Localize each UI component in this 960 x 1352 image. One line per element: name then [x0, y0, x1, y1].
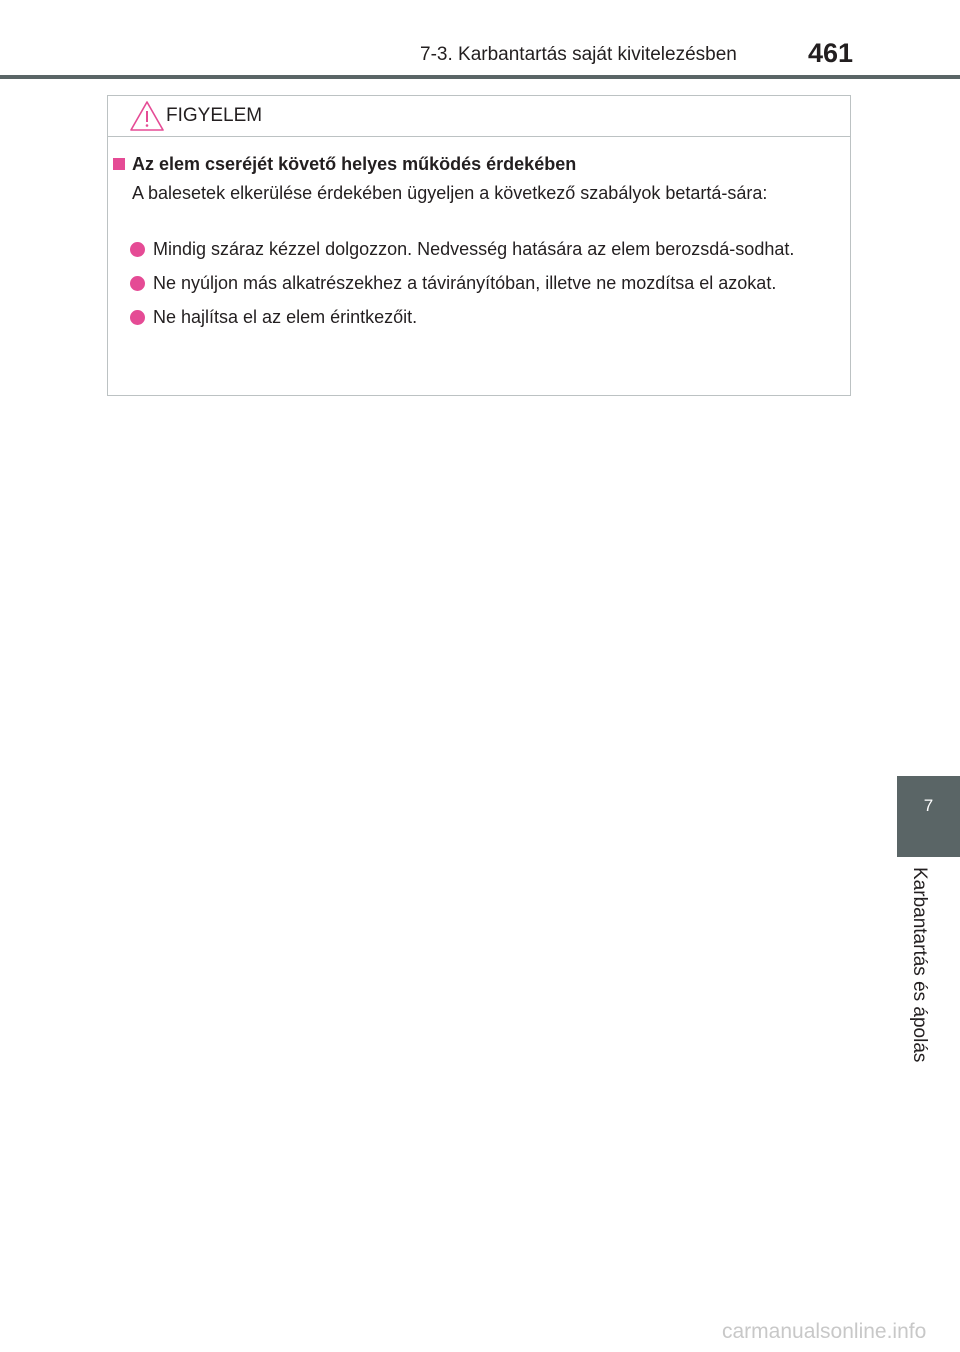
header-divider [0, 75, 960, 79]
chapter-title: Karbantartás és ápolás [909, 867, 930, 1063]
square-bullet-icon [113, 158, 125, 170]
rule-list [128, 237, 843, 339]
list-item-text: Ne nyúljon más alkatrészekhez a távirányítóban, illetve ne mozdítsa el azokat. [153, 273, 777, 293]
section-title: 7-3. Karbantartás saját kivitelezésben [420, 44, 737, 65]
warning-label: FIGYELEM [166, 105, 263, 126]
page-number: 461 [808, 38, 854, 68]
circle-bullet-icon [130, 276, 145, 291]
chapter-number: 7 [923, 796, 934, 815]
section-heading [113, 154, 576, 175]
list-item-text: Mindig száraz kézzel dolgozzon. Nedvesség hatására az elem berozsdá-sodhat. [153, 239, 795, 259]
circle-bullet-icon [130, 310, 145, 325]
section-heading-text: Az elem cseréjét követő helyes működés érdekében [132, 154, 577, 174]
chapter-tab [897, 776, 960, 857]
watermark: carmanualsonline.info [722, 1320, 927, 1343]
list-item [128, 237, 843, 262]
list-item-text: Ne hajlítsa el az elem érintkezőit. [153, 307, 418, 327]
warning-header [108, 96, 850, 137]
list-item [128, 271, 843, 296]
warning-box [107, 95, 851, 396]
list-item [128, 305, 843, 330]
intro-paragraph: A balesetek elkerülése érdekében ügyeljen a következő szabályok betartá-sára: [132, 183, 768, 203]
warning-triangle-icon [129, 100, 165, 132]
circle-bullet-icon [130, 242, 145, 257]
